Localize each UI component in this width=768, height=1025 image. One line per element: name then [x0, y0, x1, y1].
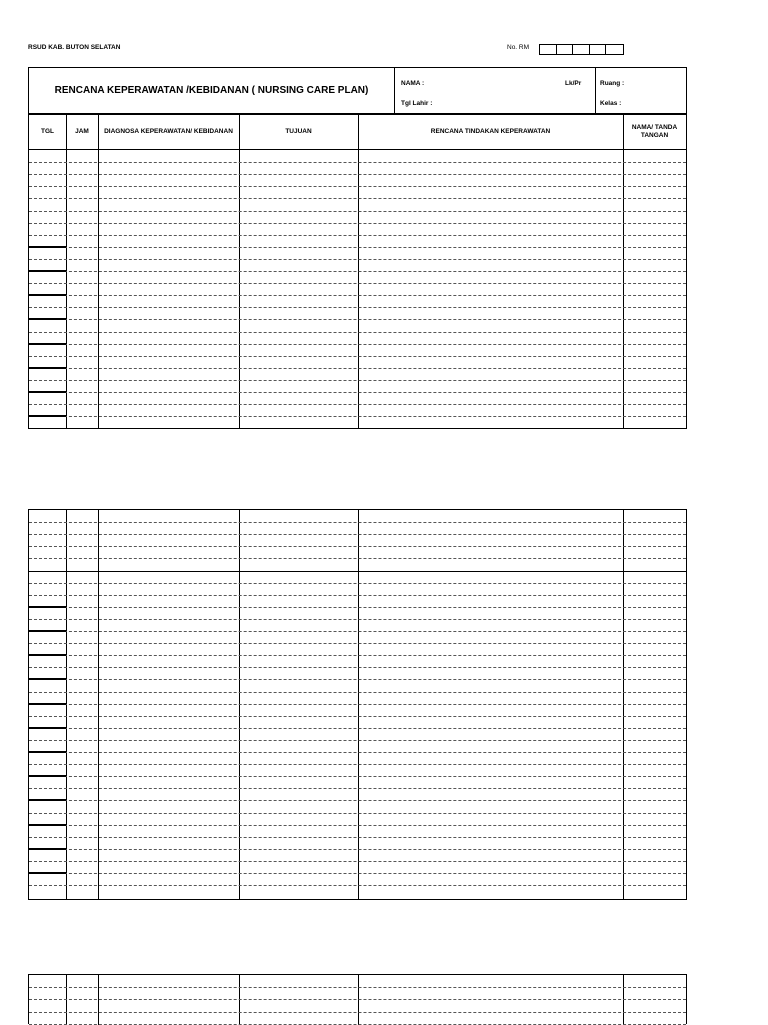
- row-marker: [29, 799, 66, 801]
- tgl-lahir-label: Tgl Lahir :: [401, 100, 433, 107]
- table-row[interactable]: [29, 571, 686, 572]
- table-row[interactable]: [29, 522, 686, 523]
- rm-digit-box[interactable]: [540, 45, 557, 54]
- row-marker: [29, 246, 66, 248]
- table-row[interactable]: [29, 999, 686, 1000]
- care-plan-table-2: [28, 509, 687, 900]
- table-row[interactable]: [29, 619, 686, 620]
- table-row[interactable]: [29, 679, 686, 680]
- table-row[interactable]: [29, 764, 686, 765]
- table-row[interactable]: [29, 704, 686, 705]
- table-row[interactable]: [29, 223, 686, 224]
- column-header-tujuan: TUJUAN: [285, 128, 312, 135]
- column-header-diagnosa: DIAGNOSA KEPERAWATAN/ KEBIDANAN: [104, 128, 233, 135]
- table-row[interactable]: [29, 788, 686, 789]
- rm-digit-box[interactable]: [590, 45, 607, 54]
- table-row[interactable]: [29, 583, 686, 584]
- table-row[interactable]: [29, 987, 686, 988]
- row-marker: [29, 270, 66, 272]
- table-row[interactable]: [29, 392, 686, 393]
- nama-label: NAMA :: [401, 80, 425, 87]
- table-row[interactable]: [29, 800, 686, 801]
- table-row[interactable]: [29, 235, 686, 236]
- row-marker: [29, 654, 66, 656]
- row-marker: [29, 606, 66, 608]
- table-row[interactable]: [29, 631, 686, 632]
- table-row[interactable]: [29, 716, 686, 717]
- hospital-name: RSUD KAB. BUTON SELATAN: [28, 44, 121, 51]
- table-row[interactable]: [29, 752, 686, 753]
- kelas-label: Kelas :: [600, 100, 622, 107]
- table-row[interactable]: [29, 404, 686, 405]
- table-row[interactable]: [29, 211, 686, 212]
- rm-digit-box[interactable]: [606, 45, 623, 54]
- ruang-label: Ruang :: [600, 80, 625, 87]
- row-marker: [29, 294, 66, 296]
- table-row[interactable]: [29, 595, 686, 596]
- table-row[interactable]: [29, 295, 686, 296]
- row-marker: [29, 824, 66, 826]
- row-marker: [29, 751, 66, 753]
- form-title: RENCANA KEPERAWATAN /KEBIDANAN ( NURSING CARE PLAN): [29, 68, 395, 113]
- table-row[interactable]: [29, 558, 686, 559]
- table-row[interactable]: [29, 643, 686, 644]
- row-marker: [29, 703, 66, 705]
- table-row[interactable]: [29, 825, 686, 826]
- row-marker: [29, 343, 66, 345]
- row-marker: [29, 727, 66, 729]
- table-row[interactable]: [29, 186, 686, 187]
- table-row[interactable]: [29, 344, 686, 345]
- table-row[interactable]: [29, 162, 686, 163]
- table-row[interactable]: [29, 1012, 686, 1013]
- rm-digit-box[interactable]: [557, 45, 574, 54]
- table-row[interactable]: [29, 416, 686, 417]
- form-header: [28, 67, 687, 114]
- row-marker: [29, 391, 66, 393]
- table-row[interactable]: [29, 546, 686, 547]
- column-header-jam: JAM: [75, 128, 89, 135]
- table-row[interactable]: [29, 368, 686, 369]
- column-header-ttd: NAMA/ TANDA TANGAN: [631, 124, 678, 139]
- table-row[interactable]: [29, 728, 686, 729]
- patient-info-cell: [395, 68, 596, 113]
- table-row[interactable]: [29, 534, 686, 535]
- table-row[interactable]: [29, 849, 686, 850]
- column-header-rencana: RENCANA TINDAKAN KEPERAWATAN: [430, 128, 551, 135]
- rm-digit-box[interactable]: [573, 45, 590, 54]
- row-marker: [29, 872, 66, 874]
- ward-info-cell: [596, 68, 686, 113]
- column-header-tgl: TGL: [41, 128, 54, 135]
- table-row[interactable]: [29, 667, 686, 668]
- table-row[interactable]: [29, 356, 686, 357]
- row-marker: [29, 630, 66, 632]
- table-row[interactable]: [29, 873, 686, 874]
- row-marker: [29, 848, 66, 850]
- care-plan-table-3: [28, 974, 687, 1024]
- table-row[interactable]: [29, 319, 686, 320]
- table-row[interactable]: [29, 259, 686, 260]
- table-row[interactable]: [29, 332, 686, 333]
- table-row[interactable]: [29, 885, 686, 886]
- table-row[interactable]: [29, 776, 686, 777]
- row-marker: [29, 415, 66, 417]
- table-row[interactable]: [29, 198, 686, 199]
- table-row[interactable]: [29, 813, 686, 814]
- row-marker: [29, 367, 66, 369]
- table-row[interactable]: [29, 247, 686, 248]
- care-plan-table-1: [28, 114, 687, 429]
- row-marker: [29, 678, 66, 680]
- table-row[interactable]: [29, 861, 686, 862]
- lkpr-label: Lk/Pr: [565, 80, 582, 87]
- table-row[interactable]: [29, 740, 686, 741]
- table-row[interactable]: [29, 655, 686, 656]
- rm-label: No. RM: [507, 44, 530, 51]
- table-row[interactable]: [29, 692, 686, 693]
- table-row[interactable]: [29, 837, 686, 838]
- table-row[interactable]: [29, 174, 686, 175]
- rm-number-boxes[interactable]: [539, 44, 624, 55]
- row-marker: [29, 775, 66, 777]
- table-row[interactable]: [29, 307, 686, 308]
- table-row[interactable]: [29, 607, 686, 608]
- table-row[interactable]: [29, 380, 686, 381]
- table-row[interactable]: [29, 283, 686, 284]
- table-row[interactable]: [29, 271, 686, 272]
- row-marker: [29, 318, 66, 320]
